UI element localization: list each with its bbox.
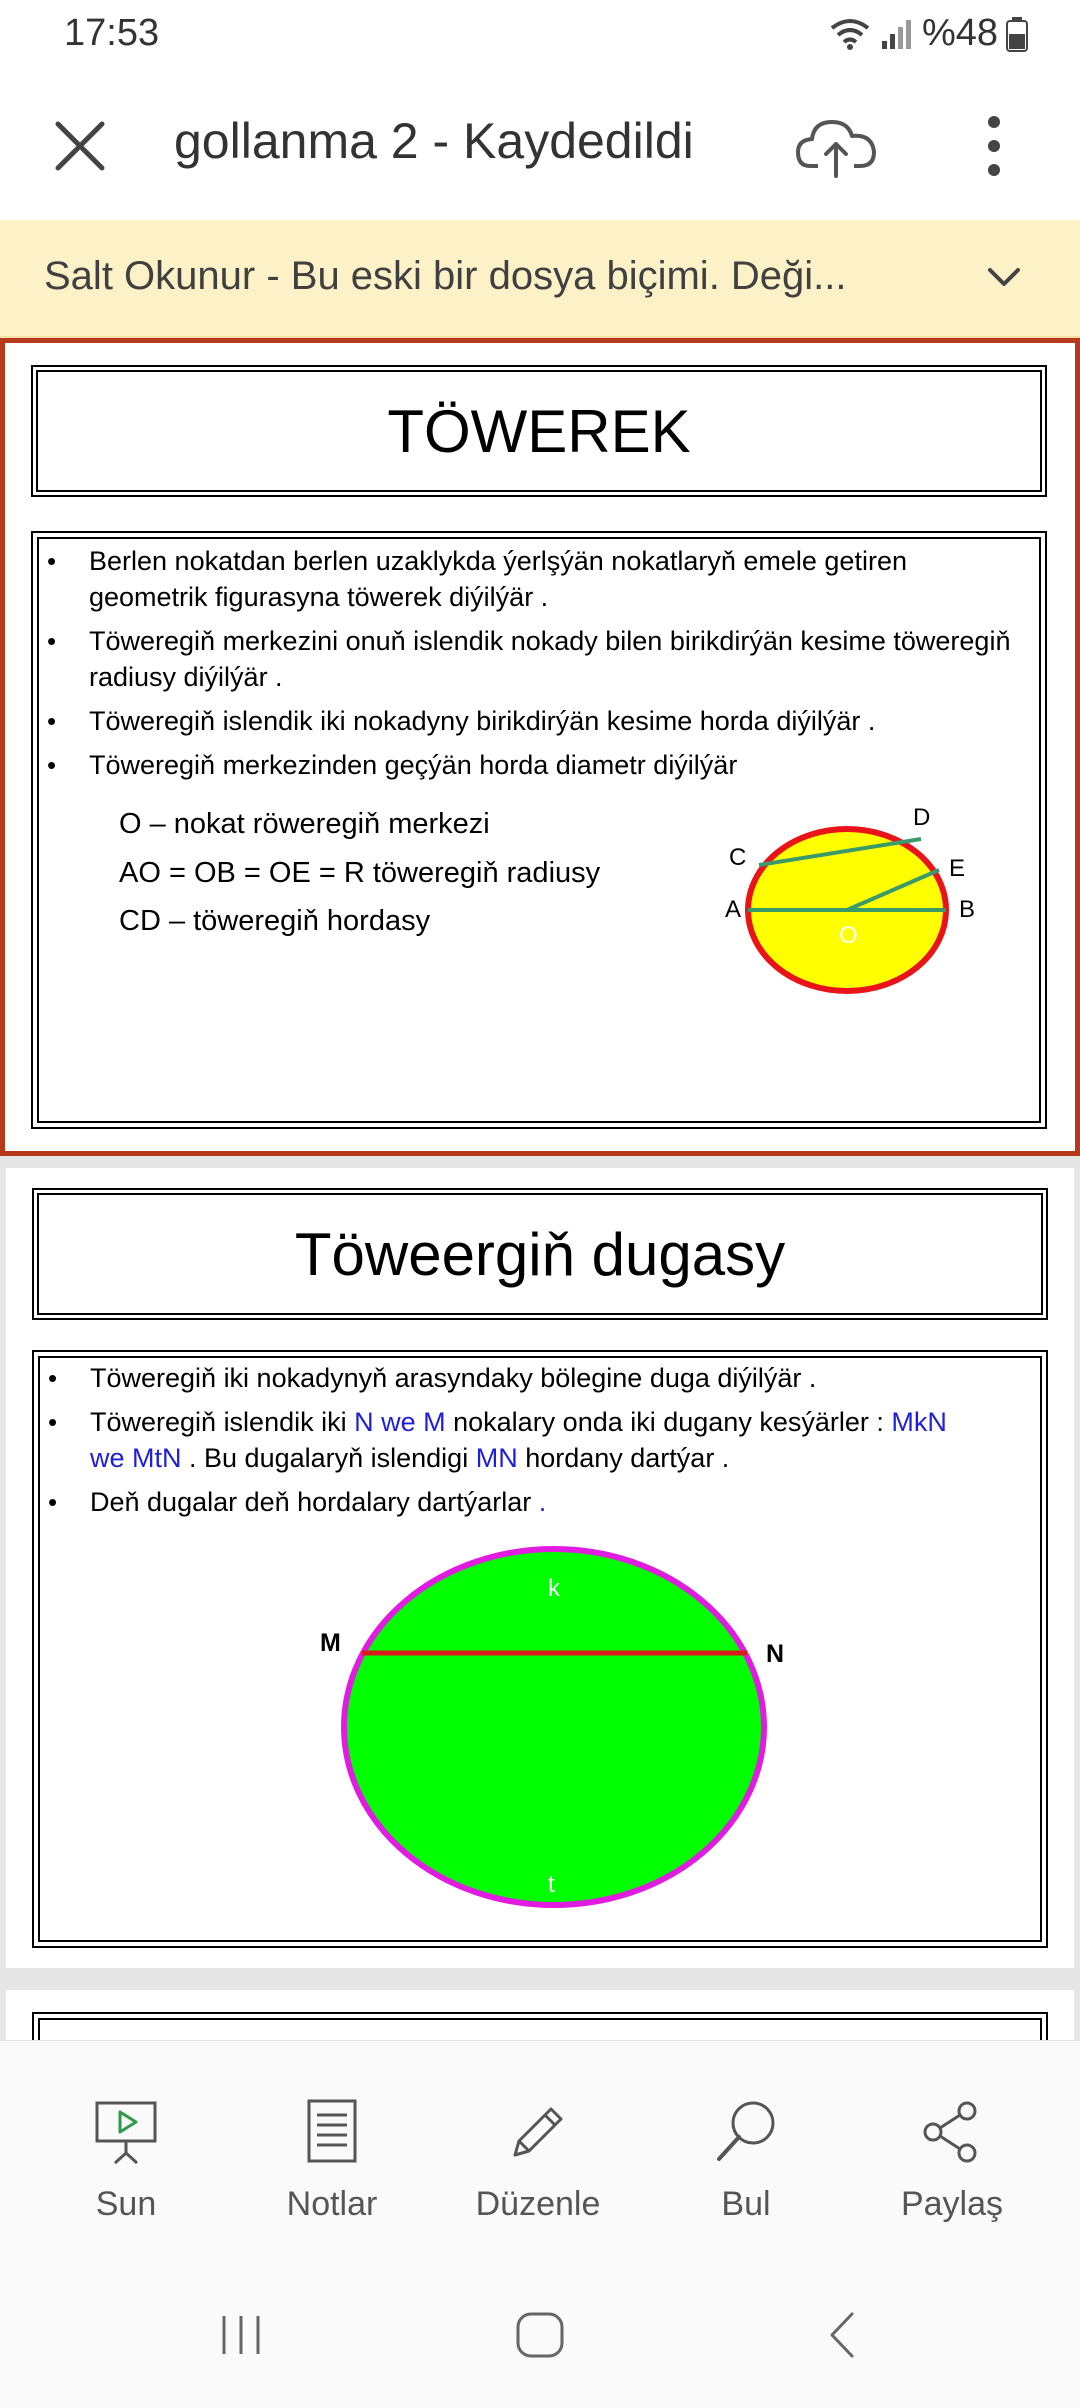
edit-label: Düzenle — [475, 2185, 601, 2223]
slide-3-title-box — [32, 2012, 1048, 2040]
present-icon — [91, 2097, 161, 2167]
notes-icon — [297, 2097, 367, 2167]
share-button[interactable] — [872, 2097, 1032, 2224]
notes-label: Notlar — [286, 2185, 378, 2223]
edit-button[interactable] — [458, 2097, 618, 2224]
label-m: M — [320, 1629, 341, 1657]
status-bar — [0, 0, 1080, 72]
battery-percent: %48 — [921, 12, 998, 54]
banner-message: Salt Okunur - Bu eski bir dosya biçimi. Deği... — [44, 254, 847, 298]
list-item: • Töweregiň iki nokadynyň arasyndaky bölegine duga diýilýär . — [38, 1360, 1028, 1396]
cloud-upload-icon[interactable] — [796, 112, 876, 180]
formula-center: O – nokat röweregiň merkezi — [119, 808, 490, 840]
list-item: • Töweregiň islendik iki nokadyny birikdirýän kesime horda diýilýär . — [37, 703, 1027, 739]
slide-2-title: Töweergiň dugasy — [294, 1220, 786, 1288]
arc-circle-shape — [344, 1549, 764, 1905]
present-label: Sun — [95, 2185, 157, 2223]
recents-icon[interactable] — [216, 2312, 266, 2358]
slide-2[interactable] — [6, 1168, 1074, 1968]
label-k: k — [548, 1575, 560, 1602]
slide-1-bullets — [37, 543, 1027, 791]
wifi-icon — [828, 16, 872, 52]
label-o: O — [839, 922, 858, 949]
label-e: E — [949, 855, 966, 882]
label-n: N — [766, 1640, 785, 1668]
document-title: gollanma 2 - Kaydedildi — [174, 113, 694, 169]
label-d: D — [913, 804, 931, 831]
slide-1[interactable] — [0, 338, 1080, 1156]
circle-diagram — [613, 783, 1043, 1023]
slides-view[interactable] — [0, 338, 1080, 2040]
slide-3[interactable] — [6, 1990, 1074, 2040]
back-icon[interactable] — [822, 2310, 862, 2360]
home-icon[interactable] — [514, 2310, 566, 2360]
label-t: t — [548, 1871, 555, 1898]
formula-radius: AO = OB = OE = R töweregiň radiusy — [119, 857, 601, 889]
find-button[interactable] — [666, 2097, 826, 2224]
present-button[interactable] — [46, 2097, 206, 2224]
slide-1-content-box — [31, 531, 1047, 1129]
close-icon[interactable] — [48, 114, 112, 178]
slide-2-content-box — [32, 1350, 1048, 1948]
slide-2-title-box — [32, 1188, 1048, 1320]
label-a: A — [725, 896, 742, 923]
slide-2-bullets — [38, 1360, 1028, 1528]
chevron-down-icon[interactable] — [984, 262, 1024, 292]
label-c: C — [729, 844, 747, 871]
list-item: • Töweregiň merkezinden geçýän horda diametr diýilýär — [37, 747, 1027, 783]
formula-chord: CD – töweregiň hordasy — [119, 905, 431, 937]
share-icon — [917, 2097, 987, 2167]
slide-1-title: TÖWEREK — [387, 397, 691, 465]
signal-icon — [880, 17, 914, 51]
status-time: 17:53 — [64, 12, 160, 54]
battery-icon — [1006, 16, 1028, 52]
system-nav-bar — [0, 2260, 1080, 2408]
list-item: • Töweregiň islendik iki N we M nokalary onda iki dugany kesýärler : MkN we MtN . Bu dugalaryň islendigi MN hordany dartýar . — [38, 1404, 1028, 1476]
arc-diagram — [304, 1532, 804, 1922]
list-item: • Deň dugalar deň hordalary dartýarlar . — [38, 1484, 1028, 1520]
app-bar — [0, 72, 1080, 220]
pencil-icon — [503, 2097, 573, 2167]
bottom-toolbar — [0, 2040, 1080, 2261]
slide-1-title-box — [31, 365, 1047, 497]
share-label: Paylaş — [900, 2185, 1004, 2223]
label-b: B — [959, 896, 976, 923]
find-label: Bul — [721, 2185, 771, 2223]
status-icons — [828, 12, 1028, 55]
notes-button[interactable] — [252, 2097, 412, 2224]
search-icon — [711, 2097, 781, 2167]
read-only-banner[interactable] — [0, 220, 1080, 339]
more-vert-icon[interactable] — [964, 110, 1024, 182]
list-item: • Berlen nokatdan berlen uzaklykda ýerlşýän nokatlaryň emele getiren geometrik figurasyna töwerek diýilýär . — [37, 543, 1027, 615]
list-item: • Töweregiň merkezini onuň islendik nokady bilen birikdirýän kesime töweregiň radiusy diýilýär . — [37, 623, 1027, 695]
